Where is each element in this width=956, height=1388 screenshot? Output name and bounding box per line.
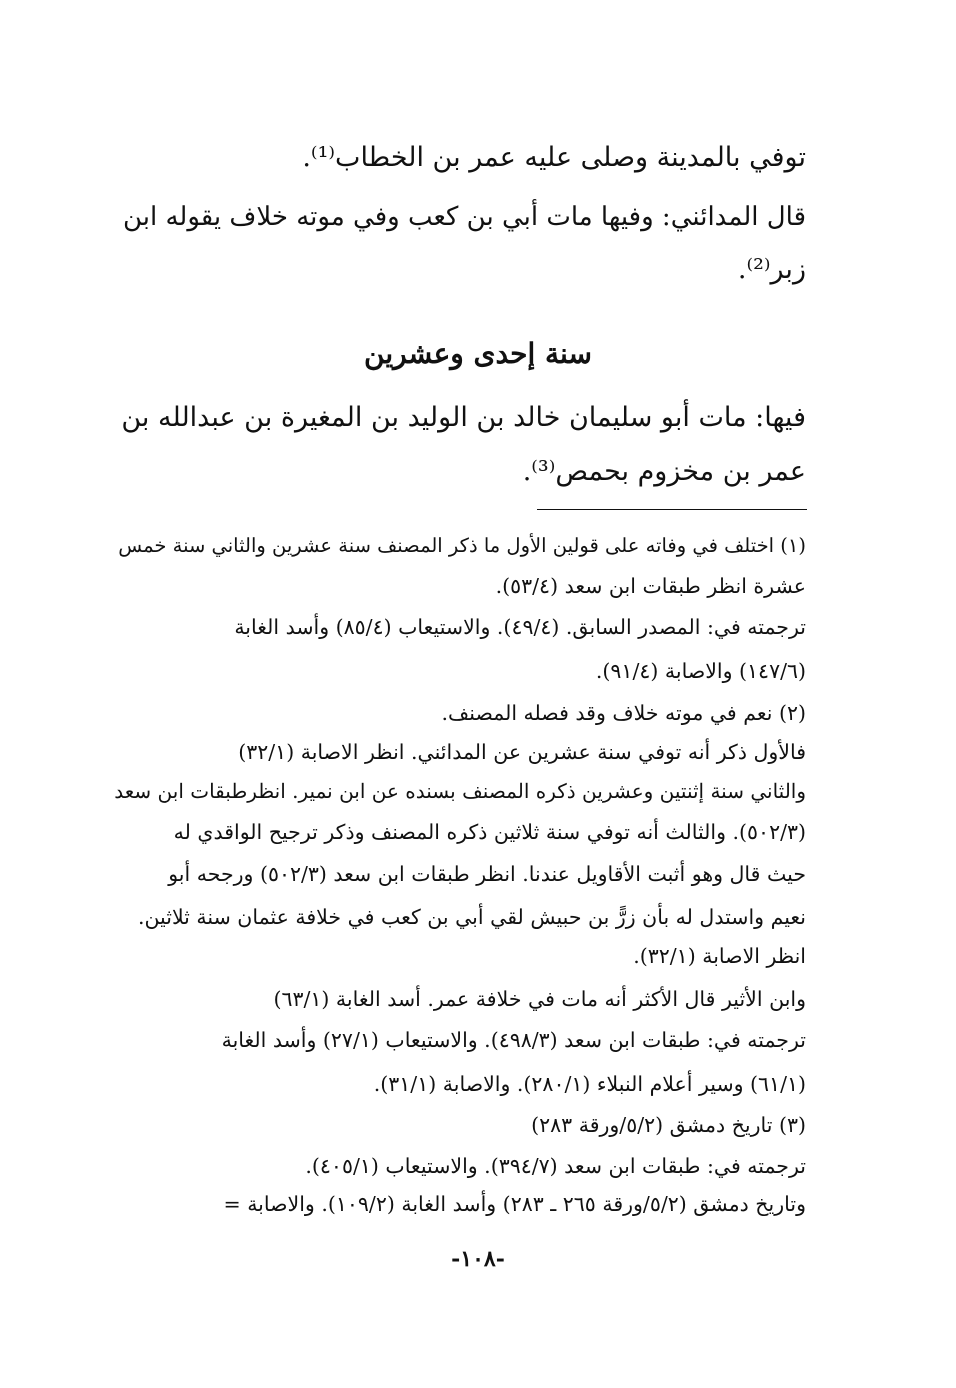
section-line-2: عمر بن مخزوم بحمص⁽³⁾. [522,456,806,487]
section-heading: سنة إحدى وعشرين [364,337,592,370]
footnote-2-line-10: (٦١/١) وسير أعلام النبلاء (٢٨٠/١). والاصابة (٣١/١). [373,1072,806,1096]
footnote-2-line-3: والثاني سنة إثنتين وعشرين ذكره المصنف بسنده عن ابن نمير. انظرطبقات ابن سعد [114,779,806,803]
footnote-2-line-4: (٥٠٢/٣). والثالث أنه توفي سنة ثلاثين ذكره المصنف وذكر ترجيح الواقدي له [173,820,806,844]
footnote-2-line-6: نعيم واستدل له بأن زرًّ بن حبيش لقي أبي بن كعب في خلافة عثمان سنة ثلاثين. [137,905,806,929]
footnote-1-line-4: (١٤٧/٦) والاصابة (٩١/٤). [595,659,806,683]
footnote-2-line-2: فالأول ذكر أنه توفي سنة عشرين عن المدائني. انظر الاصابة (٣٢/١) [238,740,806,764]
body-line-1: توفي بالمدينة وصلى عليه عمر بن الخطاب⁽¹⁾. [302,142,806,173]
footnote-1-line-1: (١) اختلف في وفاته على قولين الأول ما ذكر المصنف سنة عشرين والثاني سنة خمس [118,534,806,557]
footnote-3-line-1: (٣) تاريخ دمشق (٥/٢/ورقة ٢٨٣) [531,1113,806,1137]
body-line-3: زبر⁽²⁾. [737,254,806,285]
footnote-2-line-5: حيث قال وهو أثبت الأقاويل عندنا. انظر طبقات ابن سعد (٥٠٢/٣) ورجحه أبو [168,862,806,886]
page-number: -١٠٨- [451,1246,505,1272]
footnote-separator [537,509,807,510]
footnote-3-line-3: وتاريخ دمشق (٥/٢/ورقة ٢٦٥ ـ ٢٨٣) وأسد الغابة (١٠٩/٢). والاصابة = [223,1192,806,1216]
section-line-1: فيها: مات أبو سليمان خالد بن الوليد بن المغيرة بن عبدالله بن [121,402,806,433]
footnote-1-line-3: ترجمته في: المصدر السابق. (٤٩/٤). والاستيعاب (٨٥/٤) وأسد الغابة [234,615,806,639]
footnote-2-line-1: (٢) نعم في موته خلاف وقد فصله المصنف. [441,701,806,725]
body-line-2: قال المدائني: وفيها مات أبي بن كعب وفي موته خلاف يقوله ابن [122,202,806,232]
footnote-1-line-2: عشرة انظر طبقات ابن سعد (٥٣/٤). [495,574,806,598]
footnote-2-line-7: انظر الاصابة (٣٢/١). [633,944,806,968]
footnote-2-line-9: ترجمته في: طبقات ابن سعد (٤٩٨/٣). والاستيعاب (٢٧/١) وأسد الغابة [221,1028,806,1052]
footnote-2-line-8: وابن الأثير قال الأكثر أنه مات في خلافة عمر. أسد الغابة (٦٣/١) [273,987,806,1011]
footnote-3-line-2: ترجمته في: طبقات ابن سعد (٣٩٤/٧). والاستيعاب (٤٠٥/١). [305,1154,806,1178]
